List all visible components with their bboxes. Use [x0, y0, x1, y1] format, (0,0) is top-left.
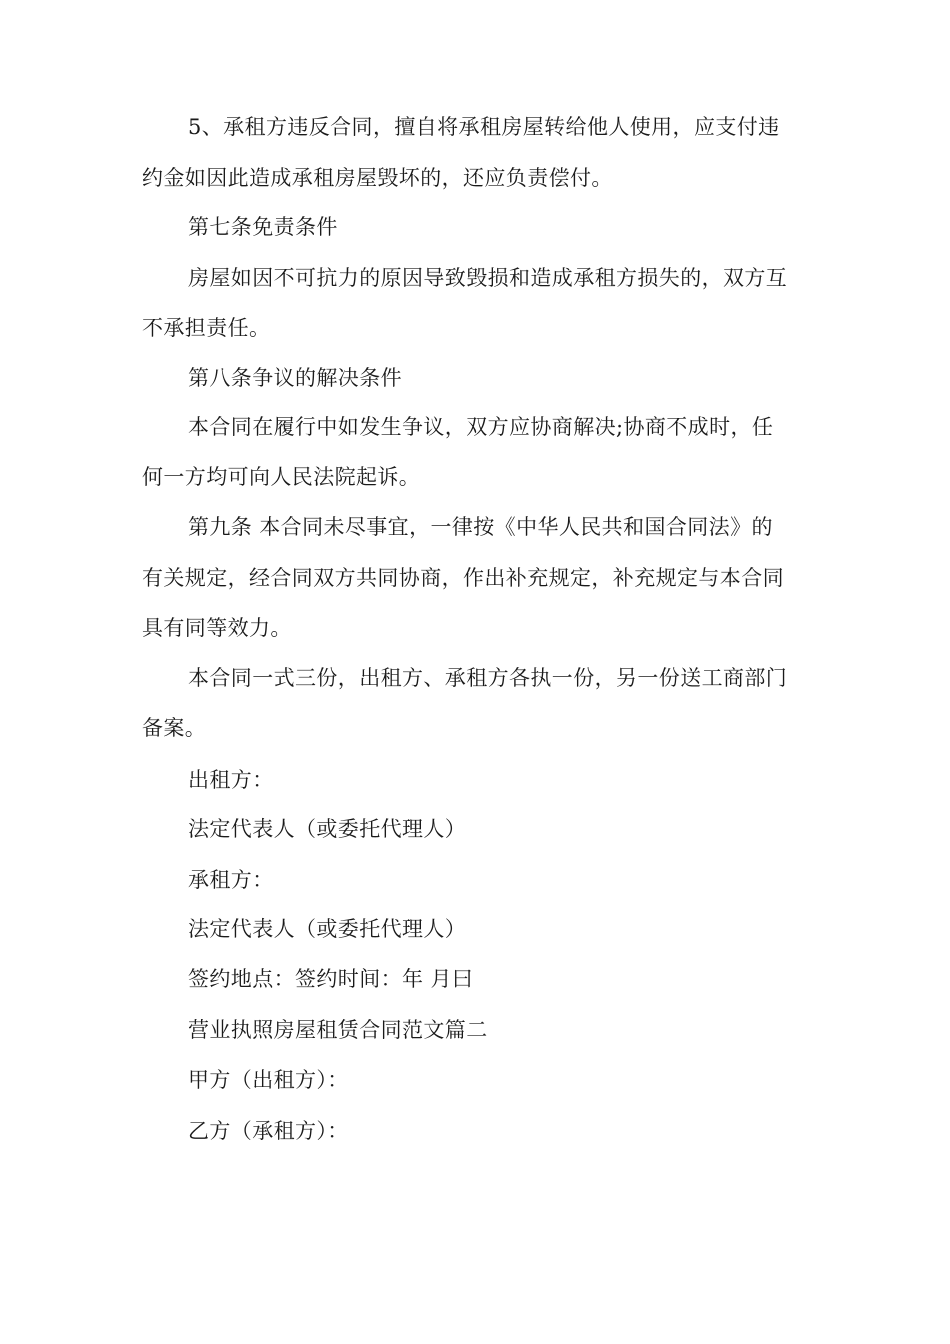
signature-field-representative: 法定代表人（或委托代理人）	[188, 917, 467, 941]
paragraph-line: 本合同在履行中如发生争议，双方应协商解决;协商不成时，任	[188, 415, 774, 439]
paragraph-line: 房屋如因不可抗力的原因导致毁损和造成承租方损失的，双方互	[188, 266, 788, 290]
paragraph-line: 约金如因此造成承租房屋毁坏的，还应负责偿付。	[142, 166, 613, 190]
signing-place-time: 签约地点：签约时间：年 月曰	[188, 967, 474, 991]
paragraph-line: 有关规定，经合同双方共同协商，作出补充规定，补充规定与本合同	[142, 566, 784, 590]
signature-field-lessor: 出租方：	[188, 768, 274, 792]
section-heading: 第七条免责条件	[188, 215, 338, 239]
paragraph-line: 何一方均可向人民法院起诉。	[142, 465, 421, 489]
paragraph-line: 第九条 本合同未尽事宜，一律按《中华人民共和国合同法》的	[188, 515, 773, 539]
paragraph-line: 备案。	[142, 716, 207, 740]
paragraph-line: 本合同一式三份，出租方、承租方各执一份，另一份送工商部门	[188, 666, 788, 690]
party-b-field: 乙方（承租方）：	[188, 1119, 349, 1143]
signature-field-lessee: 承租方：	[188, 868, 274, 892]
paragraph-line: 不承担责任。	[142, 316, 271, 340]
document-subtitle: 营业执照房屋租赁合同范文篇二	[188, 1018, 488, 1042]
section-heading: 第八条争议的解决条件	[188, 366, 402, 390]
paragraph-line: 5、承租方违反合同，擅自将承租房屋转给他人使用，应支付违	[188, 115, 780, 139]
paragraph-line: 具有同等效力。	[142, 616, 292, 640]
signature-field-representative: 法定代表人（或委托代理人）	[188, 817, 467, 841]
party-a-field: 甲方（出租方）：	[188, 1068, 349, 1092]
